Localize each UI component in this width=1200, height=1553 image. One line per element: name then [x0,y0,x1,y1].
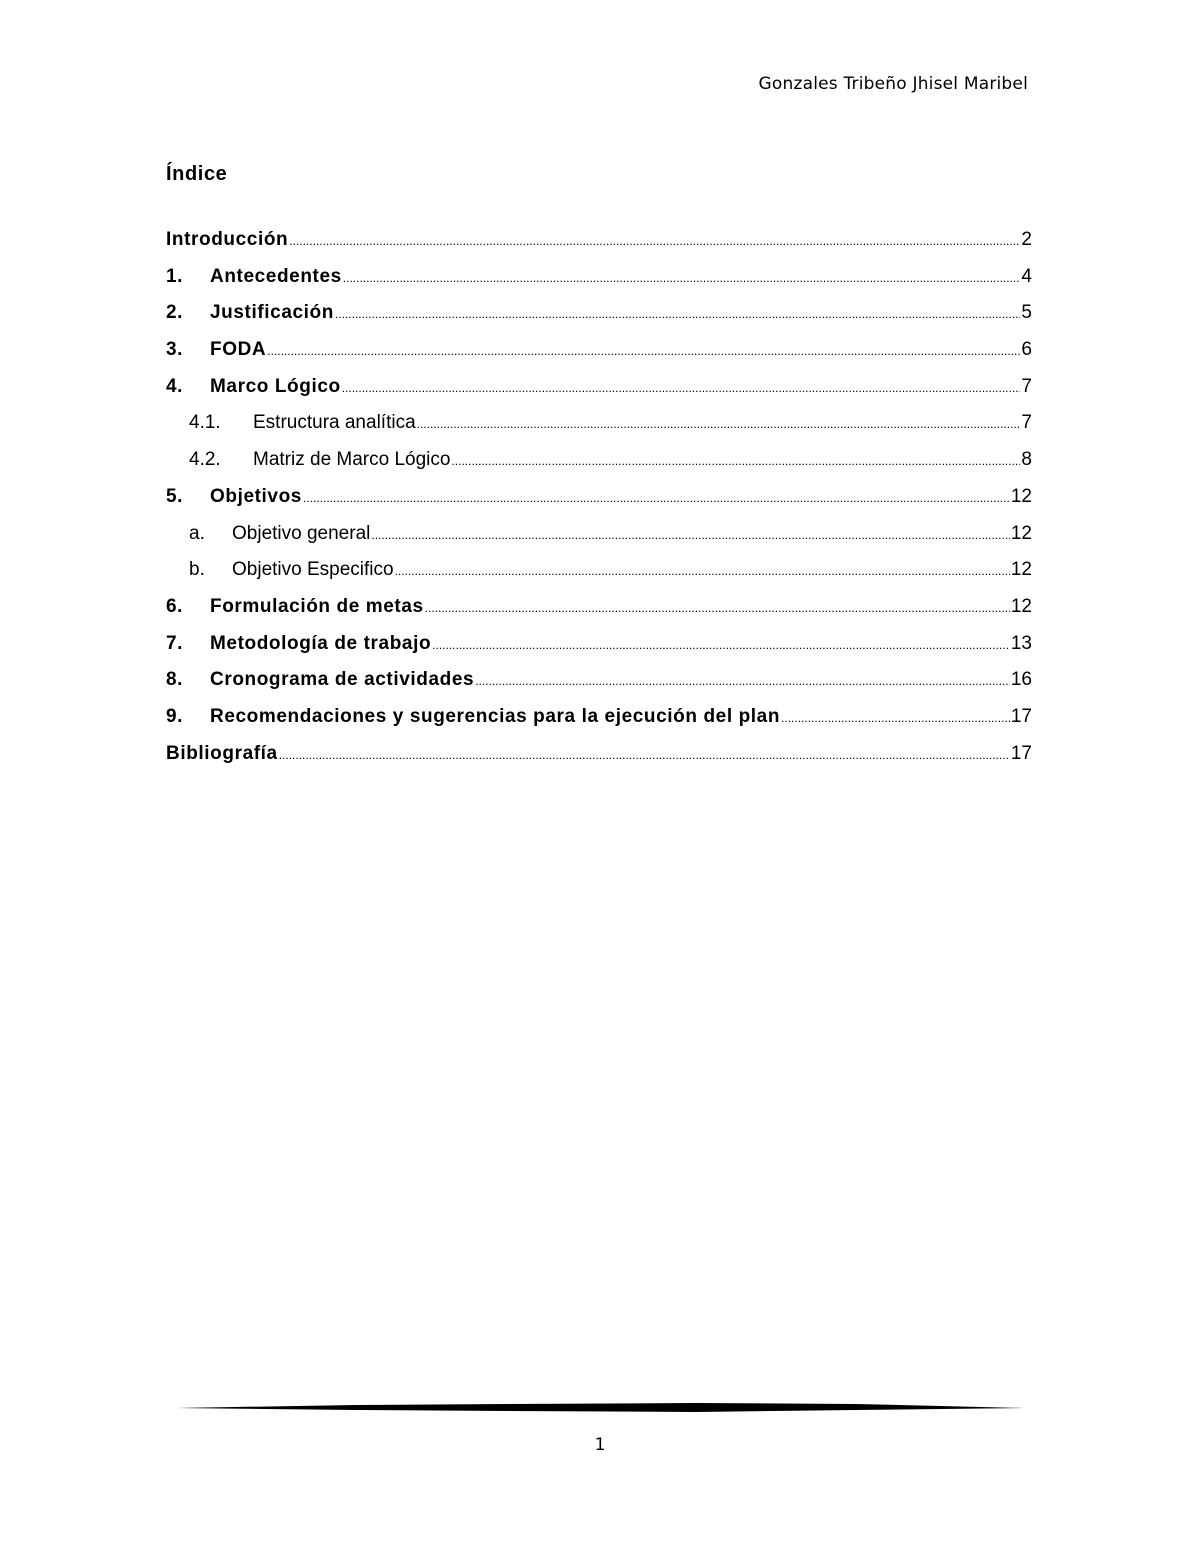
toc-entry-text: Marco Lógico [210,375,341,397]
toc-leader-dots [289,229,1020,251]
toc-entry-text: Formulación de metas [210,595,424,617]
toc-entry-formulacion-metas[interactable] [166,596,1032,633]
toc-entry-marco-logico[interactable] [166,376,1032,413]
toc-entry-page: 16 [1010,669,1032,691]
toc-entry-page: 12 [1010,559,1032,581]
toc-entry-cronograma[interactable] [166,669,1032,706]
toc-leader-dots [425,596,1010,618]
footer-divider [176,1400,1024,1416]
toc-entry-page: 7 [1021,375,1032,397]
header-author: Gonzales Tribeño Jhisel Maribel [758,74,1028,94]
toc-entry-text: Objetivo general [232,522,371,544]
toc-entry-number: 2. [166,302,184,324]
toc-entry-text: Objetivos [210,485,302,507]
toc-entry-text: Recomendaciones y sugerencias para la ejecución del plan [210,705,781,727]
toc-entry-text: Cronograma de actividades [210,669,475,691]
toc-title: Índice [166,163,228,185]
toc-entry-number: 1. [166,265,184,287]
toc-entry-estructura-analitica[interactable] [166,412,1032,449]
toc-entry-text: Estructura analítica [253,412,416,434]
toc-leader-dots [781,706,1010,728]
toc-entry-bibliografia[interactable] [166,743,1032,780]
toc-entry-number: 4.2. [189,449,221,471]
toc-entry-recomendaciones[interactable] [166,706,1032,743]
toc-entry-page: 5 [1021,302,1032,324]
toc-leader-dots [432,633,1010,655]
table-of-contents [166,229,1032,779]
toc-entry-metodologia[interactable] [166,633,1032,670]
toc-entry-number: 3. [166,339,184,361]
toc-entry-page: 4 [1021,265,1032,287]
toc-leader-dots [342,376,1021,398]
toc-leader-dots [303,486,1010,508]
toc-entry-objetivos[interactable] [166,486,1032,523]
toc-entry-number: b. [189,559,205,581]
toc-entry-objetivo-general[interactable] [166,523,1032,560]
toc-entry-text: Matriz de Marco Lógico [253,449,451,471]
toc-entry-page: 2 [1021,229,1032,250]
toc-entry-number: a. [189,522,205,544]
toc-entry-number: 4.1. [189,412,221,434]
toc-entry-number: 9. [166,705,184,727]
toc-entry-text: FODA [210,339,267,361]
toc-entry-objetivo-especifico[interactable] [166,559,1032,596]
toc-entry-text: Justificación [210,302,334,324]
toc-leader-dots [343,266,1021,288]
toc-entry-number: 7. [166,632,184,654]
toc-leader-dots [267,339,1020,361]
toc-leader-dots [371,523,1009,545]
toc-leader-dots [451,449,1020,471]
toc-entry-page: 17 [1010,742,1032,764]
toc-entry-number: 6. [166,595,184,617]
toc-entry-matriz-marco-logico[interactable] [166,449,1032,486]
toc-leader-dots [475,669,1010,691]
toc-entry-justificacion[interactable] [166,302,1032,339]
toc-leader-dots [417,412,1021,434]
toc-entry-text: Antecedentes [210,265,342,287]
toc-entry-text: Introducción [166,229,289,250]
toc-entry-page: 12 [1010,595,1032,617]
toc-leader-dots [335,302,1020,324]
toc-entry-number: 8. [166,669,184,691]
toc-entry-page: 12 [1010,485,1032,507]
toc-entry-page: 7 [1021,412,1032,434]
toc-entry-text: Bibliografía [166,742,278,764]
toc-leader-dots [279,743,1010,765]
toc-entry-text: Metodología de trabajo [210,632,432,654]
toc-entry-antecedentes[interactable] [166,266,1032,303]
toc-entry-number: 5. [166,485,184,507]
toc-entry-page: 17 [1010,705,1032,727]
toc-leader-dots [395,559,1010,581]
toc-entry-text: Objetivo Especifico [232,559,394,581]
page-number: 1 [594,1435,606,1455]
toc-entry-number: 4. [166,375,184,397]
toc-entry-page: 8 [1021,449,1032,471]
toc-entry-introduccion[interactable] [166,229,1032,266]
toc-entry-page: 12 [1010,522,1032,544]
toc-entry-foda[interactable] [166,339,1032,376]
toc-entry-page: 13 [1010,632,1032,654]
toc-entry-page: 6 [1021,339,1032,361]
